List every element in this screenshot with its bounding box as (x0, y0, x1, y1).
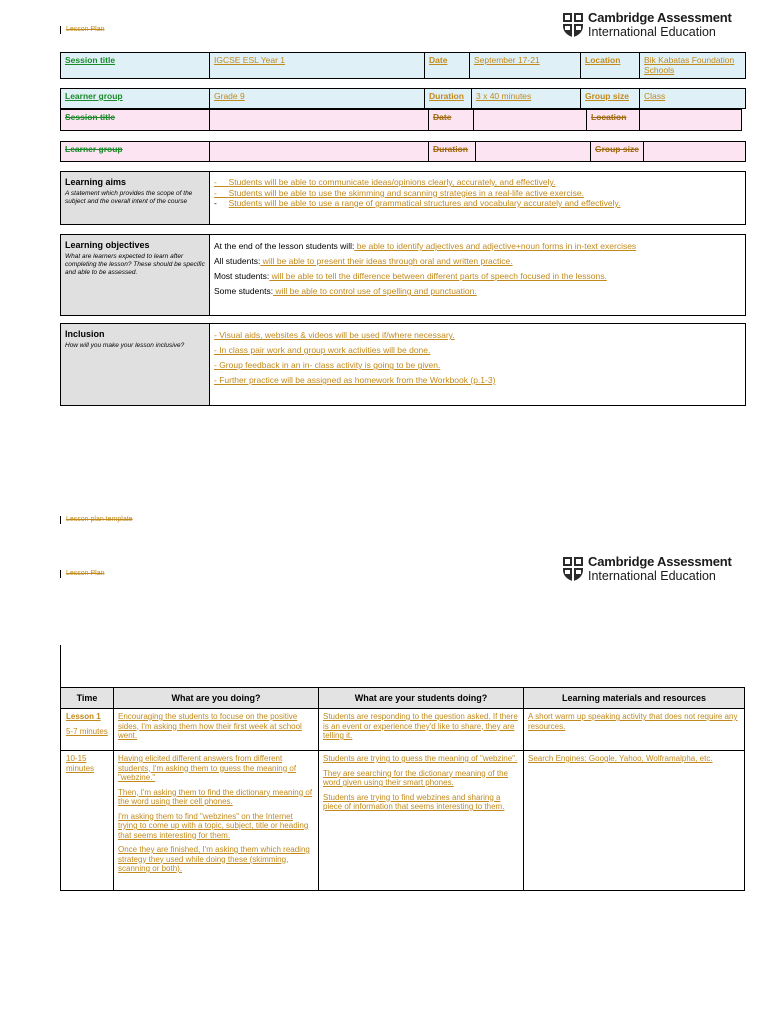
group-size-label: Group size (585, 91, 629, 101)
teacher-activity: Having elicited different answers from different students, I'm asking them to guess the meaning of "webzine." (118, 754, 297, 782)
date-label: Date (429, 55, 448, 65)
inclusion-item: - In class pair work and group work activities will be done. (214, 345, 431, 355)
inclusion-desc: How will you make your lesson inclusive? (65, 342, 185, 349)
change-bar (60, 516, 61, 524)
inclusion-item: - Further practice will be assigned as homework from the Workbook (p.1-3) (214, 375, 496, 385)
learning-aims-box (60, 171, 746, 225)
col-students: What are your students doing? (319, 688, 524, 709)
time-value: 10-15 minutes (66, 754, 95, 773)
crest-icon (562, 556, 584, 582)
header-label: Lesson Plan (66, 26, 105, 33)
deleted-group-size-label: Group size (595, 144, 639, 154)
col-resources: Learning materials and resources (524, 688, 745, 709)
deleted-location-label: Location (591, 112, 627, 122)
aim-item: - Students will be able to use the skimming and scanning strategies in a real-life active exercise. (214, 187, 584, 198)
teacher-activity: I'm asking them to find "webzines" on the Internet trying to come up with a topic, subject, title or heading that seems interesting for them. (118, 811, 309, 840)
deleted-session-title-label: Session title (65, 112, 116, 122)
learning-aims-heading: Learning aims (65, 177, 127, 187)
inclusion-box (60, 323, 746, 406)
change-bar (60, 26, 61, 34)
student-activity: Students are trying to guess the meaning of "webzine". (323, 754, 518, 763)
student-activity: Students are responding to the question asked. If there is an event or experience they'd like to share, they are telling it. (323, 712, 518, 740)
location-value: Bik Kabatas Foundation Schools (644, 55, 735, 75)
cambridge-logo-2 (562, 555, 732, 583)
teacher-activity: Encouraging the students to focuse on the positive sides, I'm asking them how their first week at school went. (118, 712, 302, 740)
session-title-label: Session title (65, 55, 116, 65)
student-activity: Students are trying to find webzines and sharing a piece of information that seems interesting to them. (323, 792, 505, 811)
duration-value: 3 x 40 minutes (476, 91, 532, 101)
deleted-session-table (60, 109, 742, 131)
logo-line1: Cambridge Assessment (588, 554, 732, 569)
schedule-table (60, 687, 745, 891)
objective-row: Most students: will be able to tell the difference between different parts of speech focused in the lessons. (214, 271, 607, 281)
student-activity: They are searching for the dictionary meaning of the word given using their smart phones. (323, 768, 508, 787)
schedule-header-row (61, 688, 745, 709)
inclusion-item: - Group feedback in an in- class activity is going to be given. (214, 360, 441, 370)
table-row (61, 709, 745, 751)
teacher-activity: Once they are finished, I'm asking them which reading strategy they used while doing these (skimming, scanning or both). (118, 845, 310, 873)
change-bar (60, 570, 61, 578)
col-teacher: What are you doing? (114, 688, 319, 709)
time-title: Lesson 1 (66, 712, 101, 721)
objective-row: All students: will be able to present their ideas through oral and written practice. (214, 256, 513, 266)
logo-line1: Cambridge Assessment (588, 10, 732, 25)
group-size-value: Class (644, 91, 666, 101)
learning-aims-desc: A statement which provides the scope of the subject and the overall intent of the course (65, 190, 193, 205)
crest-icon (562, 12, 584, 38)
header-label-2: Lesson Plan (66, 570, 105, 577)
time-value: 5-7 minutes (66, 726, 108, 736)
resource-item: Search Engines: Google, Yahoo, Wolframalpha, etc. (528, 754, 713, 763)
template-label: Lesson plan template (66, 516, 133, 523)
location-label: Location (585, 55, 621, 65)
col-time: Time (61, 688, 114, 709)
learner-group-value: Grade 9 (214, 91, 245, 101)
deleted-duration-label: Duration (433, 144, 468, 154)
resource-item: A short warm up speaking activity that does not require any resources. (528, 712, 738, 731)
session-title-value: IGCSE ESL Year 1 (214, 55, 286, 65)
learning-objectives-desc: What are learners expected to learn after completing the lesson? These should be specific and able to be assessed. (65, 253, 205, 276)
aim-item: - Students will be able to use a range of grammatical structures and vocabulary accurately and effectively. (214, 198, 621, 208)
objective-row: At the end of the lesson students will: be able to identify adjectives and adjective+noun forms in in-text exercises (214, 241, 637, 251)
learner-table (60, 88, 746, 109)
frame-line (60, 645, 61, 687)
inclusion-heading: Inclusion (65, 329, 105, 339)
cambridge-logo (562, 11, 732, 39)
teacher-activity: Then, I'm asking them to find the dictionary meaning of the word using their cell phones. (118, 787, 313, 806)
deleted-date-label: Date (433, 112, 452, 122)
objective-row: Some students: will be able to control use of spelling and punctuation. (214, 286, 477, 296)
deleted-learner-group-label: Learner group (65, 144, 123, 154)
deleted-learner-table (60, 141, 746, 162)
inclusion-item: - Visual aids, websites & videos will be used if/where necessary. (214, 330, 455, 340)
session-table (60, 52, 746, 79)
learner-group-label: Learner group (65, 91, 123, 101)
learning-objectives-box (60, 234, 746, 316)
logo-line2: International Education (588, 25, 716, 39)
logo-line2: International Education (588, 569, 716, 583)
aim-item: - Students will be able to communicate ideas/opinions clearly, accurately, and effectively. (214, 177, 556, 187)
duration-label: Duration (429, 91, 464, 101)
learning-objectives-heading: Learning objectives (65, 240, 150, 250)
table-row (61, 751, 745, 891)
date-value: September 17-21 (474, 55, 540, 65)
